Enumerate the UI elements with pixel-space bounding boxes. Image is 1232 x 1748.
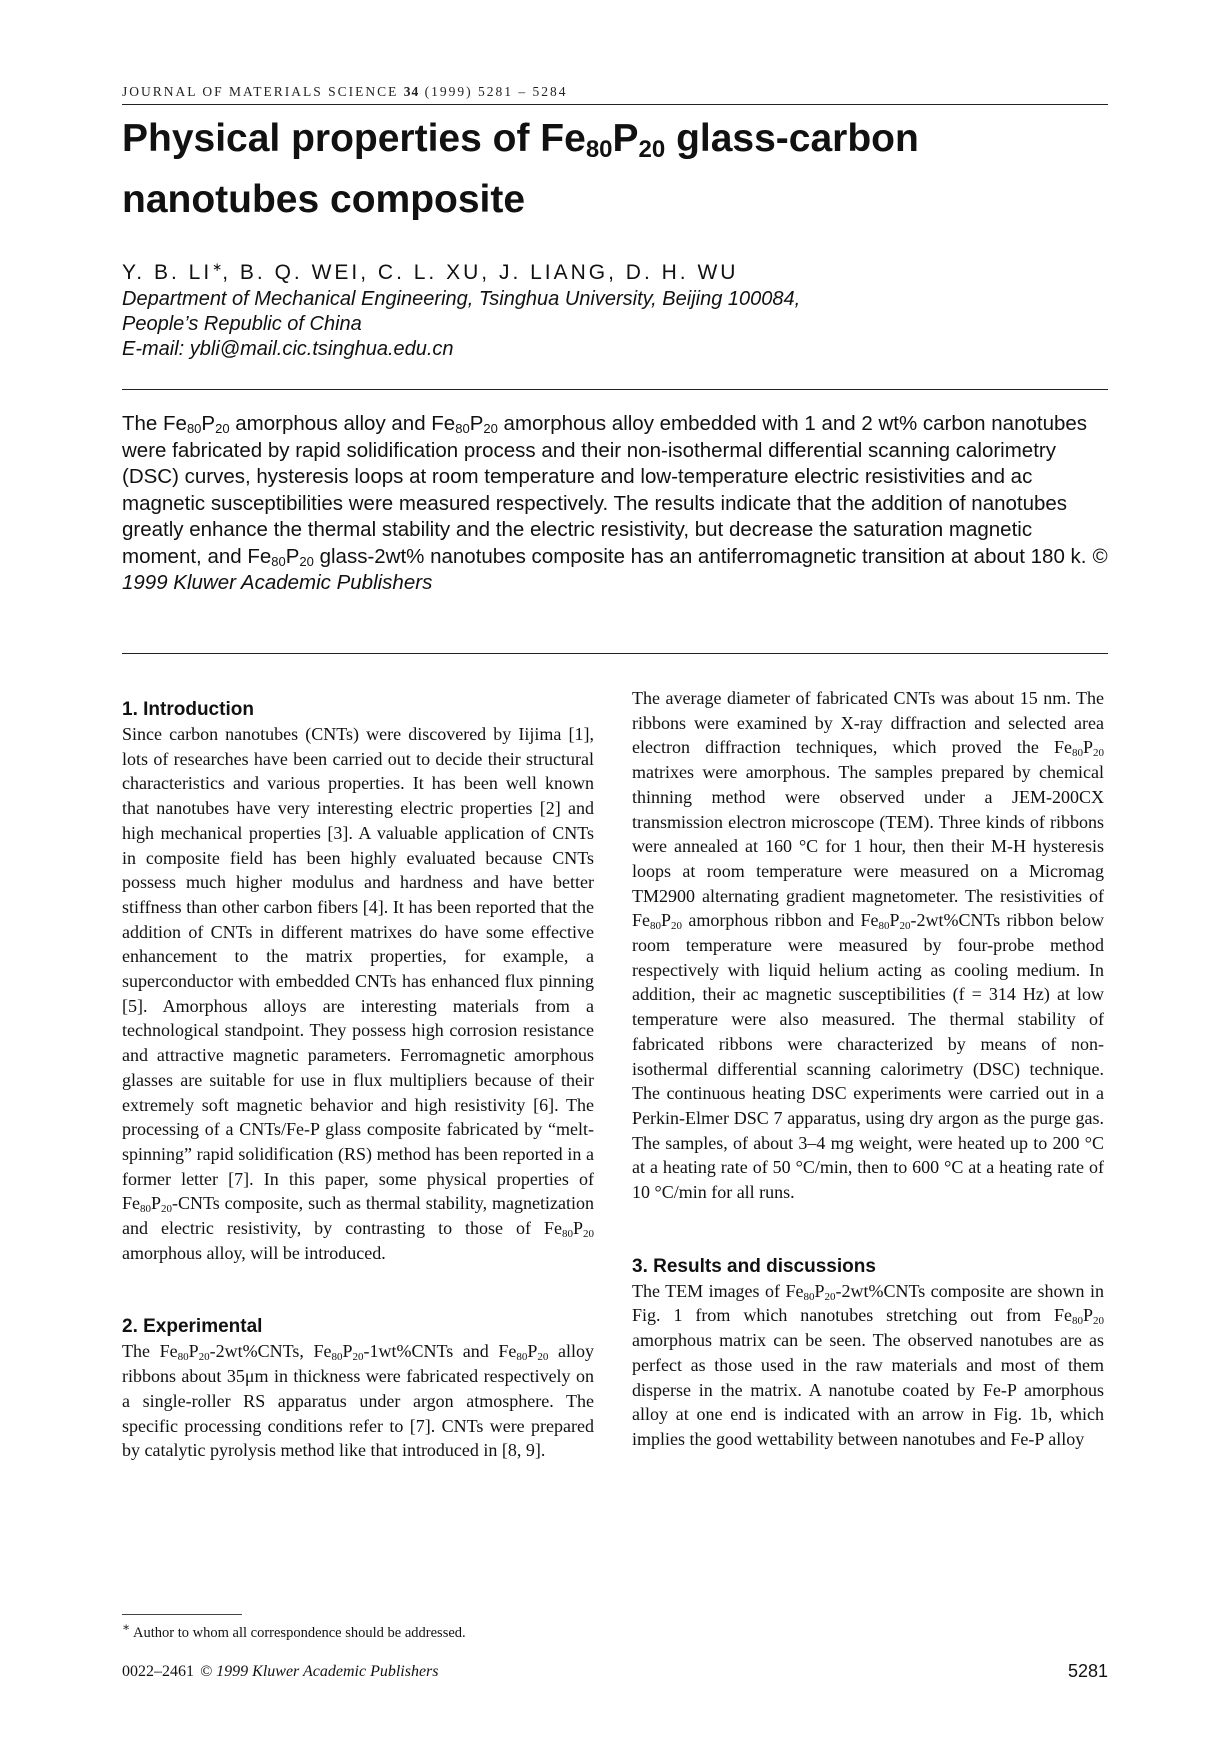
article-page: [122, 0, 1108, 1748]
journal-name: JOURNAL OF MATERIALS SCIENCE: [122, 84, 399, 99]
journal-year-pages: (1999) 5281 – 5284: [424, 84, 568, 99]
footnote-rule: [122, 1614, 242, 1615]
journal-volume: 34: [403, 84, 420, 99]
header-rule: [122, 104, 1108, 105]
author-email: E-mail: ybli@mail.cic.tsinghua.edu.cn: [122, 338, 454, 360]
results-paragraph: The TEM images of $Fe_{80}P_{20}-2wt\%CNTs$ composite are shown in Fig. 1 from which nanotubes stretching out from $Fe_{80}P_{20}$ amorphous matrix can be seen. The observed nanotubes are as perfect as those used in the raw materials and most of them disperse in the matrix. A nanotube coated by Fe-P amorphous alloy at one end is indicated with an arrow in Fig. 1b, which implies the good wettability between nanotubes and Fe-P alloy: [632, 1280, 1105, 1449]
running-head: [122, 84, 568, 100]
abstract: The $Fe_{80}P_{20}$ amorphous alloy and $Fe_{80}P_{20}$ amorphous alloy embedded with 1 and 2 wt% carbon nanotubes were fabricated by rapid solidification process and their non-isothermal differential scanning calorimetry (DSC) curves, hysteresis loops at room temperature and low-temperature electric resistivities and ac magnetic susceptibilities were measured respectively. The results indicate that the addition of nanotubes greatly enhance the thermal stability and the electric resistivity, but decrease the saturation magnetic moment, and $Fe_{80}P_{20}$ glass-2wt% nanotubes composite has an antiferromagnetic transition at about 180 k. © 1999 Kluwer Academic Publishers: [122, 412, 1108, 594]
introduction-paragraph: Since carbon nanotubes (CNTs) were discovered by Iijima [1], lots of researches have been carried out to decide their structural characteristics and various properties. It has been well known that nanotubes have very interesting electric properties [2] and high mechanical properties [3]. A valuable application of CNTs in composite field has been highly evaluated because CNTs possess much higher modulus and hardness and have better stiffness than other carbon fibers [4]. It has been reported that the addition of CNTs in different matrixes do have some effective enhancement to the matrix properties, for example, a superconductor with embedded CNTs has enhanced flux pinning [5]. Amorphous alloys are interesting materials from a technological standpoint. They possess high corrosion resistance and attractive magnetic parameters. Ferromagnetic amorphous glasses are suitable for use in flux multipliers because of their extremely soft magnetic behavior and high resistivity [6]. The processing of a CNTs/Fe-P glass composite fabricated by “melt-spinning” rapid solidification (RS) method has been reported in a former letter [7]. In this paper, some physical properties of $Fe_{80}P_{20}$-CNTs composite, such as thermal stability, magnetization and electric resistivity, by contrasting to those of $Fe_{80}P_{20}$ amorphous alloy, will be introduced.: [122, 724, 594, 1263]
footer-copyright: © 1999 Kluwer Academic Publishers: [200, 1663, 439, 1680]
left-column: [122, 698, 594, 1463]
author-list: Y. B. LI∗, B. Q. WEI, C. L. XU, J. LIANG, D. H. WU: [122, 260, 739, 284]
page-number: 5281: [1067, 1661, 1108, 1681]
experimental-continued-paragraph: The average diameter of fabricated CNTs was about 15 nm. The ribbons were examined by X-ray diffraction and selected area electron diffraction techniques, which proved the $Fe_{80}P_{20}$ matrixes were amorphous. The samples prepared by chemical thinning method were observed under a JEM-200CX transmission electron microscope (TEM). Three kinds of ribbons were annealed at 160 °C for 1 hour, then their M-H hysteresis loops at room temperature were measured on a Micromag TM2900 alternating gradient magnetometer. The resistivities of $Fe_{80}P_{20}$ amorphous ribbon and $Fe_{80}P_{20}-2wt\%CNTs$ ribbon below room temperature were measured by four-probe method respectively with liquid helium acting as cooling medium. In addition, their ac magnetic susceptibilities (f = 314 Hz) at low temperature were also measured. The thermal stability of fabricated ribbons were characterized by means of non-isothermal differential scanning calorimetry (DSC) technique. The continuous heating DSC experiments were carried out in a Perkin-Elmer DSC 7 apparatus, using dry argon as the purge gas. The samples, of about 3–4 mg weight, were heated up to 200 °C at a heating rate of 50 °C/min, then to 600 °C at a heating rate of 10 °C/min for all runs.: [632, 688, 1104, 1203]
abstract-copyright: © 1999 Kluwer Academic Publishers: [122, 544, 1108, 594]
right-column: [632, 686, 1104, 1452]
section-heading-results: 3. Results and discussions: [632, 1255, 876, 1277]
abstract-bottom-rule: [122, 653, 1108, 654]
abstract-top-rule: [122, 389, 1108, 390]
author-affiliation: Department of Mechanical Engineering, Tsinghua University, Beijing 100084, People’s Republic of China E-mail: ybli@mail.cic.tsinghua.edu.cn: [122, 288, 801, 360]
corresponding-author-mark: ∗: [212, 260, 223, 274]
footer-issn-copyright: [122, 1663, 439, 1681]
article-title: Physical properties of $Fe_{80}P_{20}$ glass-carbon nanotubes composite: [122, 117, 919, 221]
issn: 0022–2461: [122, 1663, 194, 1680]
experimental-paragraph: The $Fe_{80}P_{20}-2wt\%CNTs$, $Fe_{80}P_{20}-1wt\%CNTs$ and $Fe_{80}P_{20}$ alloy ribbons about 35μm in thickness were fabricated respectively on a single-roller RS apparatus under argon atmosphere. The specific processing conditions refer to [7]. CNTs were prepared by catalytic pyrolysis method like that introduced in [8, 9].: [122, 1341, 594, 1461]
section-heading-experimental: 2. Experimental: [122, 1316, 263, 1338]
section-heading-introduction: 1. Introduction: [122, 699, 254, 720]
footnote: ∗ Author to whom all correspondence should be addressed.: [122, 1620, 466, 1641]
